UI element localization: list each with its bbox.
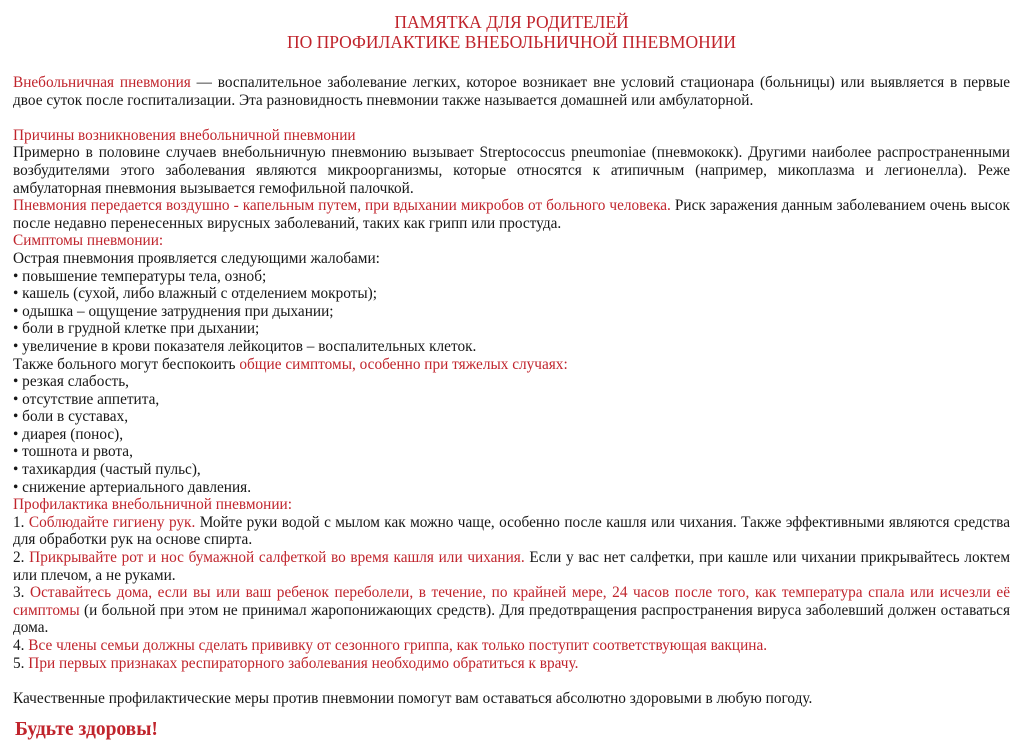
transmission-red-text: Пневмония передается воздушно - капельным путем, при вдыхании микробов от больного человека.: [13, 197, 671, 215]
prevention-item-4-rule: Все члены семьи должны сделать прививку от сезонного гриппа, как только поступит соответствующая вакцина.: [28, 637, 768, 654]
prevention-item-2-detail: Если у вас нет салфетки, при кашле или чихании прикрывайтесь локтем или плечом, а не руками.: [13, 549, 1011, 584]
prevention-item-1-number: 1.: [13, 513, 29, 531]
prevention-item-3-detail: (и больной при этом не принимал жаропонижающих средств). Для предотвращения распространения вируса заболевший должен оставаться дома.: [13, 601, 1010, 637]
prevention-item-1-detail: Мойте руки водой с мылом как можно чаще, особенно после кашля или чихания. Также эффективными являются средства для обработки рук на основе спирта.: [13, 513, 1010, 549]
general-symptom-bullet-7: • снижение артериального давления.: [13, 478, 252, 496]
general-symptom-bullet-1: • резкая слабость,: [13, 373, 129, 391]
general-symptom-bullet-2: • отсутствие аппетита,: [13, 390, 160, 408]
general-symptom-bullet-4: • диарея (понос),: [13, 425, 124, 443]
symptoms-heading: Симптомы пневмонии:: [13, 232, 164, 250]
prevention-item-1: [13, 514, 1010, 549]
prevention-item-3-number: 3.: [13, 584, 31, 602]
prevention-item-2: [13, 549, 1010, 584]
prevention-item-2-rule: Прикрывайте рот и нос бумажной салфеткой во время кашля или чихания.: [29, 549, 525, 567]
prevention-heading: Профилактика внебольничной пневмонии:: [13, 496, 292, 514]
document-title: [13, 13, 1010, 52]
prevention-item-3: [13, 584, 1010, 637]
prevention-item-2-number: 2.: [13, 549, 30, 567]
prevention-item-3-rule: Оставайтесь дома, если вы или ваш ребенок переболели, в течение, по крайней мере, 24 часов после того, как температура спала или исчезли её симптомы: [13, 584, 1010, 619]
prevention-item-5: [13, 655, 1010, 673]
intro-term: Внебольничная пневмония: [13, 74, 191, 91]
closing-paragraph: Качественные профилактические меры против пневмонии помогут вам оставаться абсолютно здоровыми в любую погоду.: [13, 689, 813, 707]
causes-heading: Причины возникновения внебольничной пневмонии: [13, 126, 356, 144]
general-symptoms-lead: [13, 356, 1010, 374]
title-line-1: ПАМЯТКА ДЛЯ РОДИТЕЛЕЙ: [394, 12, 629, 32]
prevention-item-5-rule: При первых признаках респираторного заболевания необходимо обратиться к врачу.: [28, 654, 579, 672]
prevention-item-1-rule: Соблюдайте гигиену рук.: [28, 513, 196, 531]
general-symptom-bullet-3: • боли в суставах,: [13, 408, 129, 426]
transmission-paragraph: [13, 197, 1010, 232]
symptom-bullet-1: • повышение температуры тела, озноб;: [13, 267, 267, 285]
general-symptom-bullet-6: • тахикардия (частый пульс),: [13, 461, 201, 479]
symptom-bullet-3: • одышка – ощущение затруднения при дыхании;: [13, 302, 334, 320]
intro-paragraph: [13, 74, 1010, 109]
document-body: [13, 74, 1010, 739]
symptoms-lead: Острая пневмония проявляется следующими жалобами:: [13, 249, 380, 267]
footer-wish: Будьте здоровы!: [15, 719, 158, 740]
intro-definition: — воспалительное заболевание легких, которое возникает вне условий стационара (больницы) или выявляется в первые двое суток после госпитализации. Эта разновидность пневмонии также называется домашней или амбулаторной.: [13, 74, 1010, 109]
transmission-black-text: Риск заражения данным заболеванием очень высок после недавно перенесенных вирусных заболеваний, таких как грипп или простуда.: [13, 197, 1010, 232]
prevention-item-4: [13, 637, 1010, 655]
general-symptoms-lead-black: Также больного могут беспокоить: [13, 355, 240, 373]
prevention-item-5-number: 5.: [13, 654, 29, 672]
prevention-item-4-number: 4.: [13, 637, 29, 654]
title-line-2: ПО ПРОФИЛАКТИКЕ ВНЕБОЛЬНИЧНОЙ ПНЕВМОНИИ: [286, 31, 737, 52]
symptom-bullet-5: • увеличение в крови показателя лейкоцитов – воспалительных клеток.: [13, 337, 477, 355]
general-symptoms-lead-red: общие симптомы, особенно при тяжелых случаях:: [239, 355, 568, 373]
symptom-bullet-4: • боли в грудной клетке при дыхании;: [13, 320, 260, 338]
causes-paragraph: Примерно в половине случаев внебольничную пневмонию вызывает Streptococcus pneumoniae (пневмококк). Другими наиболее распространенными возбудителями этого заболевания являются микроорганизмы, которые относятся к атипичным (например, микоплазма и легионелла). Реже амбулаторная пневмония вызывается гемофильной палочкой.: [13, 144, 1010, 197]
general-symptom-bullet-5: • тошнота и рвота,: [13, 443, 133, 461]
symptom-bullet-2: • кашель (сухой, либо влажный с отделением мокроты);: [13, 285, 377, 303]
